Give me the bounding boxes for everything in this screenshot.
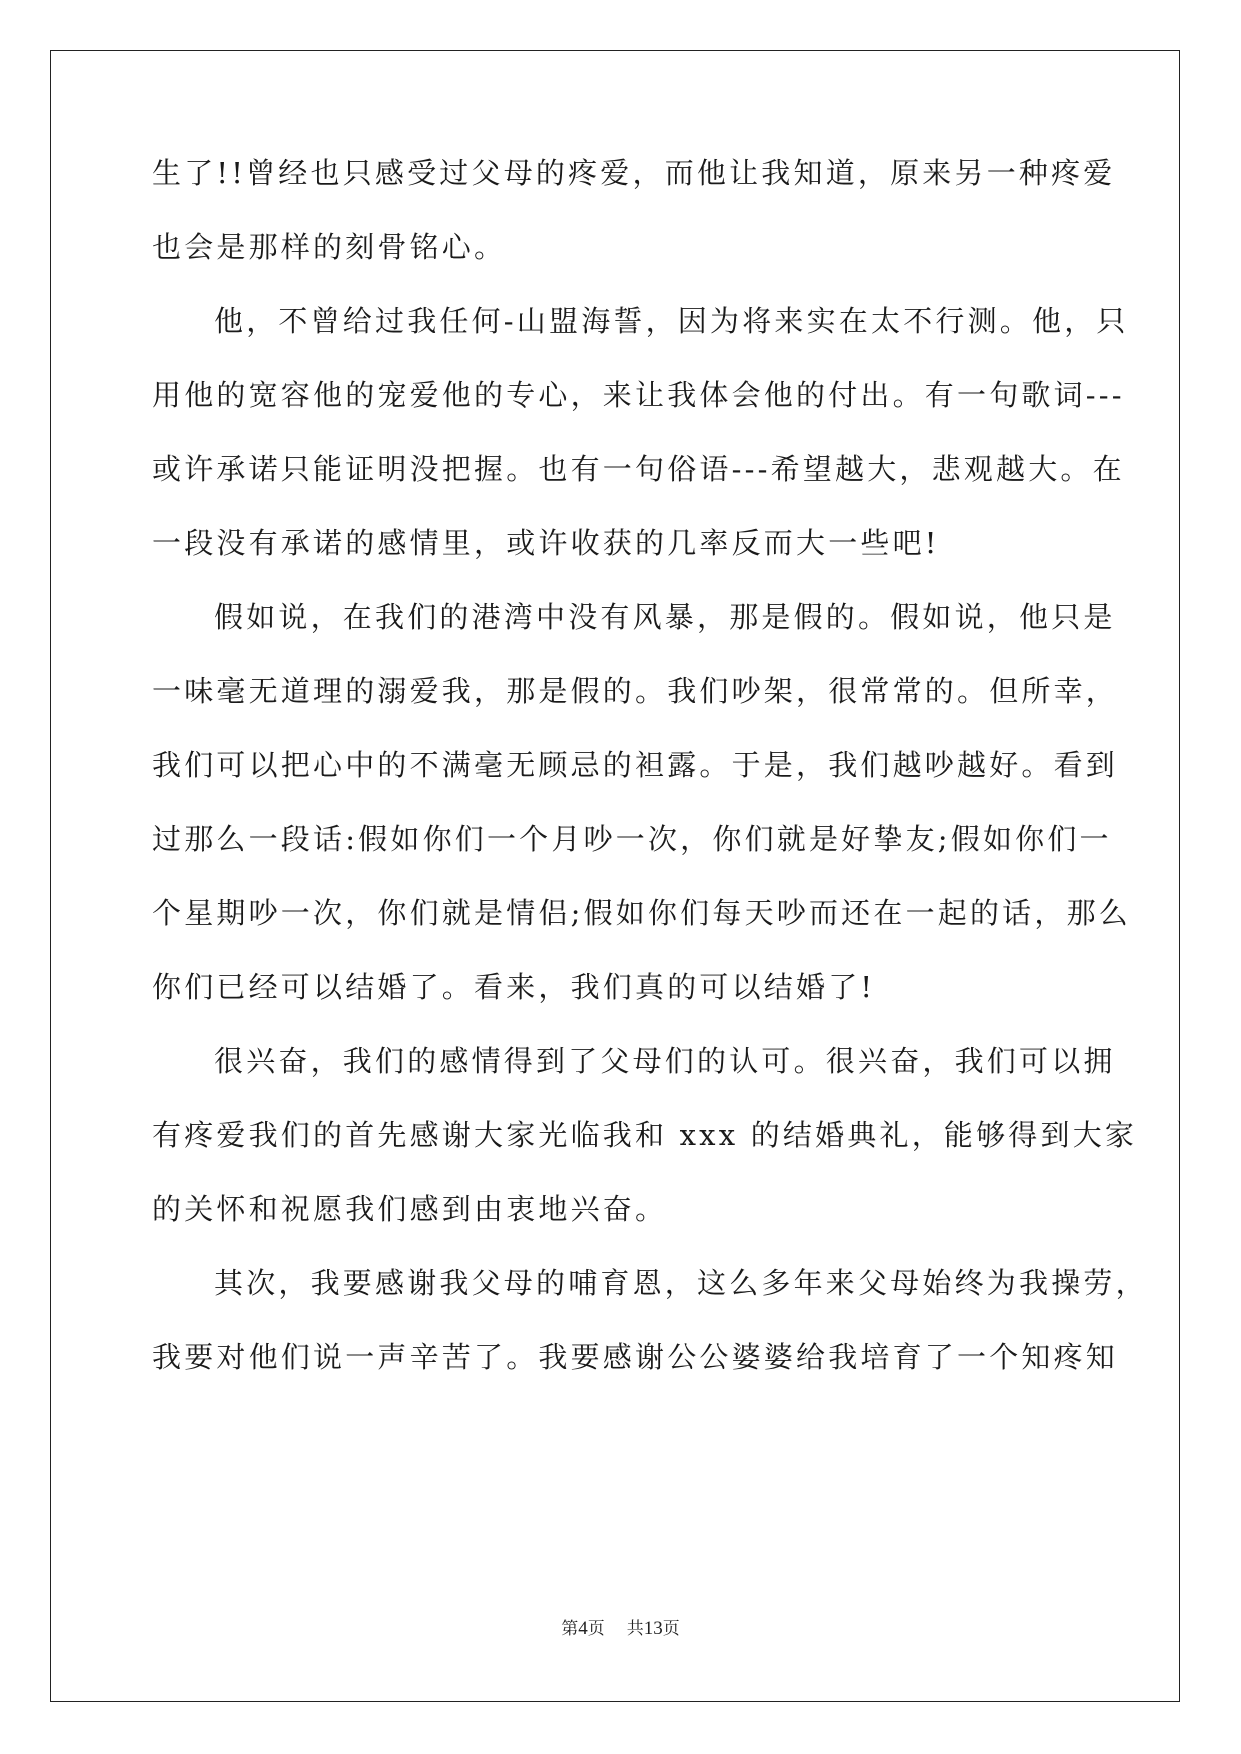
paragraph-start-line: 假如说，在我们的港湾中没有风暴，那是假的。假如说，他只是: [214, 600, 1116, 634]
page-border: [50, 50, 1180, 1702]
text-line: 过那么一段话:假如你们一个月吵一次，你们就是好挚友;假如你们一: [152, 822, 1112, 856]
text-line: 生了!!曾经也只感受过父母的疼爱，而他让我知道，原来另一种疼爱: [152, 156, 1116, 190]
paragraph-start-line: 很兴奋，我们的感情得到了父母们的认可。很兴奋，我们可以拥: [214, 1044, 1116, 1078]
page-footer: [0, 1617, 1241, 1641]
text-line: 一味毫无道理的溺爱我，那是假的。我们吵架，很常常的。但所幸，: [152, 674, 1119, 708]
page-number: 4: [578, 1618, 588, 1639]
text-line: 也会是那样的刻骨铭心。: [152, 230, 507, 264]
text-line: 用他的宽容他的宠爱他的专心，来让我体会他的付出。有一句歌词---: [152, 378, 1125, 412]
text-line: 个星期吵一次，你们就是情侣;假如你们每天吵而还在一起的话，那么: [152, 896, 1131, 930]
text-line: 你们已经可以结婚了。看来，我们真的可以结婚了!: [152, 970, 876, 1004]
text-line: 一段没有承诺的感情里，或许收获的几率反而大一些吧!: [152, 526, 940, 560]
page-label-prefix: 第: [561, 1619, 579, 1639]
text-line: 的关怀和祝愿我们感到由衷地兴奋。: [152, 1192, 668, 1226]
page-label-suffix: 页: [587, 1619, 605, 1639]
paragraph-start-line: 其次，我要感谢我父母的哺育恩，这么多年来父母始终为我操劳，: [214, 1266, 1148, 1300]
text-line: 我要对他们说一声辛苦了。我要感谢公公婆婆给我培育了一个知疼知: [152, 1340, 1119, 1374]
total-label-prefix: 共: [626, 1619, 644, 1639]
paragraph-start-line: 他，不曾给过我任何-山盟海誓，因为将来实在太不行测。他，只: [214, 304, 1129, 338]
text-line: 有疼爱我们的首先感谢大家光临我和 xxx 的结婚典礼，能够得到大家: [152, 1118, 1138, 1152]
total-pages: 13: [643, 1618, 663, 1639]
total-label-suffix: 页: [662, 1619, 680, 1639]
text-line: 我们可以把心中的不满毫无顾忌的袒露。于是，我们越吵越好。看到: [152, 748, 1119, 782]
text-line: 或许承诺只能证明没把握。也有一句俗语---希望越大，悲观越大。在: [152, 452, 1125, 486]
